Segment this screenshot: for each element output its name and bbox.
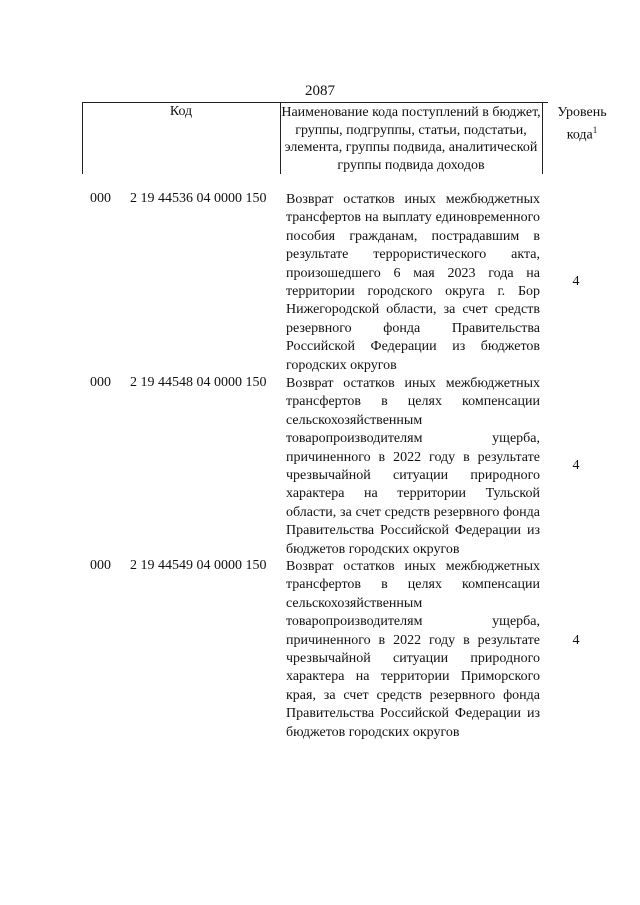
header-level	[542, 104, 622, 144]
table-header	[82, 102, 607, 174]
code-level: 4	[572, 633, 580, 648]
page-number: 2087	[305, 83, 335, 99]
revenue-name: Возврат остатков иных межбюджетных трансфертов в целях компенсации сельскохозяйственным товаропроизводителям ущерба, причиненного в 2022 году в результате чрезвычайной ситуации природного характера на территории Тульской области, за счет средств резервного фонда Правительства Российской Федерации из бюджетов городских округов	[286, 376, 540, 557]
revenue-code: 2 19 44548 04 0000 150	[130, 375, 267, 390]
header-name: Наименование кода поступлений в бюджет, группы, подгруппы, статьи, подстатьи, элемента, группы подвида, аналитической группы подвида доходов	[281, 105, 541, 173]
revenue-code: 2 19 44549 04 0000 150	[130, 558, 267, 573]
revenue-code: 2 19 44536 04 0000 150	[130, 191, 267, 206]
header-code: Код	[169, 104, 193, 119]
admin-code: 000	[90, 191, 111, 206]
header-level-footnote: 1	[592, 124, 598, 135]
code-level: 4	[572, 274, 580, 289]
header-top-border	[82, 102, 548, 103]
revenue-name: Возврат остатков иных межбюджетных трансфертов в целях компенсации сельскохозяйственным товаропроизводителям ущерба, причиненного в 2022 году в результате чрезвычайной ситуации природного характера на территории Приморского края, за счет средств резервного фонда Правительства Российской Федерации из бюджетов городских округов	[286, 559, 540, 740]
revenue-name: Возврат остатков иных межбюджетных трансфертов на выплату единовременного пособия гражданам, пострадавшим в результате террористического акта, произошедшего 6 мая 2023 года на территории городского округа г. Бор Нижегородской области, за счет средств резервного фонда Правительства Российской Федерации из бюджетов городских округов	[286, 192, 540, 373]
header-level-label: Уровень кода	[557, 105, 607, 143]
admin-code: 000	[90, 375, 111, 390]
code-level: 4	[572, 458, 580, 473]
admin-code: 000	[90, 558, 111, 573]
